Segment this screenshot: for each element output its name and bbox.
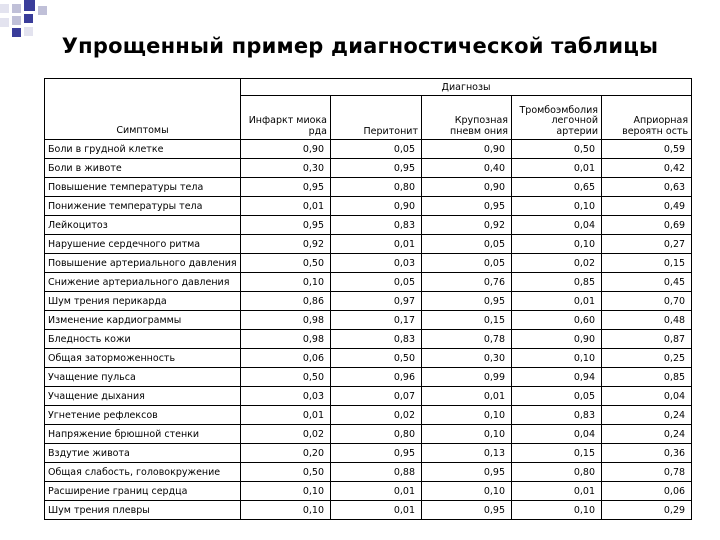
- square-gray-3: [38, 6, 47, 15]
- value-cell: 0,95: [241, 216, 331, 235]
- symptom-name: Расширение границ сердца: [45, 482, 241, 501]
- value-cell: 0,01: [331, 235, 422, 254]
- value-cell: 0,01: [331, 501, 422, 520]
- value-cell: 0,83: [512, 406, 602, 425]
- value-cell: 0,30: [422, 349, 512, 368]
- value-cell: 0,03: [331, 254, 422, 273]
- table-row: [45, 216, 692, 235]
- value-cell: 0,10: [241, 482, 331, 501]
- value-cell: 0,95: [422, 501, 512, 520]
- table-row: [45, 292, 692, 311]
- table-body: [45, 140, 692, 520]
- square-light-2: [0, 18, 9, 27]
- table-row: [45, 330, 692, 349]
- value-cell: 0,90: [331, 197, 422, 216]
- value-cell: 0,45: [602, 273, 692, 292]
- table-row: [45, 254, 692, 273]
- value-cell: 0,15: [422, 311, 512, 330]
- value-cell: 0,95: [331, 444, 422, 463]
- value-cell: 0,01: [331, 482, 422, 501]
- table-row: [45, 444, 692, 463]
- square-blue-2: [24, 14, 33, 23]
- value-cell: 0,03: [241, 387, 331, 406]
- symptom-name: Лейкоцитоз: [45, 216, 241, 235]
- value-cell: 0,01: [512, 292, 602, 311]
- table-row: [45, 349, 692, 368]
- value-cell: 0,15: [602, 254, 692, 273]
- value-cell: 0,83: [331, 330, 422, 349]
- symptom-name: Снижение артериального давления: [45, 273, 241, 292]
- table-row: [45, 425, 692, 444]
- value-cell: 0,07: [331, 387, 422, 406]
- table-row: [45, 387, 692, 406]
- value-cell: 0,25: [602, 349, 692, 368]
- value-cell: 0,15: [512, 444, 602, 463]
- value-cell: 0,40: [422, 159, 512, 178]
- value-cell: 0,90: [422, 140, 512, 159]
- value-cell: 0,69: [602, 216, 692, 235]
- value-cell: 0,13: [422, 444, 512, 463]
- value-cell: 0,04: [602, 387, 692, 406]
- value-cell: 0,94: [512, 368, 602, 387]
- value-cell: 0,01: [241, 197, 331, 216]
- column-header-5: Априорная вероятн ость: [602, 96, 692, 140]
- value-cell: 0,90: [241, 140, 331, 159]
- symptom-name: Нарушение сердечного ритма: [45, 235, 241, 254]
- value-cell: 0,65: [512, 178, 602, 197]
- value-cell: 0,80: [331, 178, 422, 197]
- table-row: [45, 368, 692, 387]
- value-cell: 0,50: [512, 140, 602, 159]
- symptom-name: Шум трения перикарда: [45, 292, 241, 311]
- value-cell: 0,88: [331, 463, 422, 482]
- column-header-1: Инфаркт миока рда: [241, 96, 331, 140]
- value-cell: 0,98: [241, 330, 331, 349]
- table-row: [45, 482, 692, 501]
- value-cell: 0,50: [241, 254, 331, 273]
- table-row: [45, 140, 692, 159]
- value-cell: 0,87: [602, 330, 692, 349]
- symptom-name: Общая слабость, головокружение: [45, 463, 241, 482]
- value-cell: 0,27: [602, 235, 692, 254]
- value-cell: 0,10: [512, 501, 602, 520]
- value-cell: 0,04: [512, 216, 602, 235]
- value-cell: 0,59: [602, 140, 692, 159]
- symptom-header-cell: [45, 79, 241, 140]
- value-cell: 0,50: [331, 349, 422, 368]
- symptom-name: Вздутие живота: [45, 444, 241, 463]
- symptom-name: Учащение дыхания: [45, 387, 241, 406]
- value-cell: 0,90: [422, 178, 512, 197]
- value-cell: 0,10: [422, 482, 512, 501]
- value-cell: 0,50: [241, 368, 331, 387]
- value-cell: 0,92: [422, 216, 512, 235]
- value-cell: 0,85: [602, 368, 692, 387]
- value-cell: 0,36: [602, 444, 692, 463]
- value-cell: 0,92: [241, 235, 331, 254]
- symptom-header: Симптомы: [116, 125, 169, 136]
- value-cell: 0,10: [512, 197, 602, 216]
- table-row: [45, 159, 692, 178]
- page-title: Упрощенный пример диагностической таблицы: [61, 34, 659, 58]
- value-cell: 0,60: [512, 311, 602, 330]
- value-cell: 0,06: [602, 482, 692, 501]
- value-cell: 0,99: [422, 368, 512, 387]
- diagnostic-table: [44, 78, 692, 520]
- value-cell: 0,90: [512, 330, 602, 349]
- value-cell: 0,70: [602, 292, 692, 311]
- symptom-name: Повышение артериального давления: [45, 254, 241, 273]
- column-header-2: Перитонит: [331, 96, 422, 140]
- symptom-name: Учащение пульса: [45, 368, 241, 387]
- symptom-name: Шум трения плевры: [45, 501, 241, 520]
- table-row: [45, 406, 692, 425]
- symptom-name: Повышение температуры тела: [45, 178, 241, 197]
- value-cell: 0,01: [422, 387, 512, 406]
- symptom-name: Общая заторможенность: [45, 349, 241, 368]
- value-cell: 0,80: [331, 425, 422, 444]
- value-cell: 0,48: [602, 311, 692, 330]
- value-cell: 0,95: [422, 197, 512, 216]
- value-cell: 0,76: [422, 273, 512, 292]
- value-cell: 0,10: [241, 501, 331, 520]
- value-cell: 0,04: [512, 425, 602, 444]
- value-cell: 0,10: [512, 349, 602, 368]
- square-light-1: [0, 4, 9, 13]
- symptom-name: Изменение кардиограммы: [45, 311, 241, 330]
- value-cell: 0,78: [422, 330, 512, 349]
- table-row: [45, 273, 692, 292]
- symptom-name: Боли в животе: [45, 159, 241, 178]
- value-cell: 0,95: [422, 292, 512, 311]
- table-row: [45, 235, 692, 254]
- value-cell: 0,10: [422, 406, 512, 425]
- square-gray-2: [12, 16, 21, 25]
- table-row: [45, 311, 692, 330]
- table-row: [45, 178, 692, 197]
- value-cell: 0,95: [331, 159, 422, 178]
- value-cell: 0,49: [602, 197, 692, 216]
- value-cell: 0,63: [602, 178, 692, 197]
- symptom-name: Бледность кожи: [45, 330, 241, 349]
- value-cell: 0,95: [241, 178, 331, 197]
- table-row: [45, 501, 692, 520]
- value-cell: 0,05: [331, 140, 422, 159]
- diagnoses-header-cell: [241, 79, 692, 96]
- table-row: [45, 197, 692, 216]
- value-cell: 0,20: [241, 444, 331, 463]
- value-cell: 0,02: [241, 425, 331, 444]
- value-cell: 0,02: [512, 254, 602, 273]
- value-cell: 0,17: [331, 311, 422, 330]
- value-cell: 0,01: [512, 482, 602, 501]
- value-cell: 0,06: [241, 349, 331, 368]
- value-cell: 0,05: [512, 387, 602, 406]
- diagnoses-header: Диагнозы: [441, 81, 491, 93]
- symptom-name: Боли в грудной клетке: [45, 140, 241, 159]
- value-cell: 0,96: [331, 368, 422, 387]
- value-cell: 0,02: [331, 406, 422, 425]
- column-header-4: Тромбоэмболия легочной артерии: [512, 96, 602, 140]
- value-cell: 0,10: [512, 235, 602, 254]
- value-cell: 0,01: [512, 159, 602, 178]
- value-cell: 0,95: [422, 463, 512, 482]
- value-cell: 0,30: [241, 159, 331, 178]
- square-gray-1: [12, 4, 21, 13]
- value-cell: 0,98: [241, 311, 331, 330]
- table-row: [45, 463, 692, 482]
- value-cell: 0,10: [241, 273, 331, 292]
- value-cell: 0,50: [241, 463, 331, 482]
- value-cell: 0,29: [602, 501, 692, 520]
- value-cell: 0,86: [241, 292, 331, 311]
- column-header-3: Крупозная пневм ония: [422, 96, 512, 140]
- value-cell: 0,24: [602, 425, 692, 444]
- symptom-name: Напряжение брюшной стенки: [45, 425, 241, 444]
- value-cell: 0,05: [422, 235, 512, 254]
- value-cell: 0,05: [422, 254, 512, 273]
- value-cell: 0,01: [241, 406, 331, 425]
- value-cell: 0,80: [512, 463, 602, 482]
- value-cell: 0,78: [602, 463, 692, 482]
- value-cell: 0,42: [602, 159, 692, 178]
- symptom-name: Угнетение рефлексов: [45, 406, 241, 425]
- value-cell: 0,97: [331, 292, 422, 311]
- symptom-name: Понижение температуры тела: [45, 197, 241, 216]
- value-cell: 0,05: [331, 273, 422, 292]
- value-cell: 0,24: [602, 406, 692, 425]
- value-cell: 0,83: [331, 216, 422, 235]
- square-blue-1: [24, 0, 35, 11]
- value-cell: 0,85: [512, 273, 602, 292]
- value-cell: 0,10: [422, 425, 512, 444]
